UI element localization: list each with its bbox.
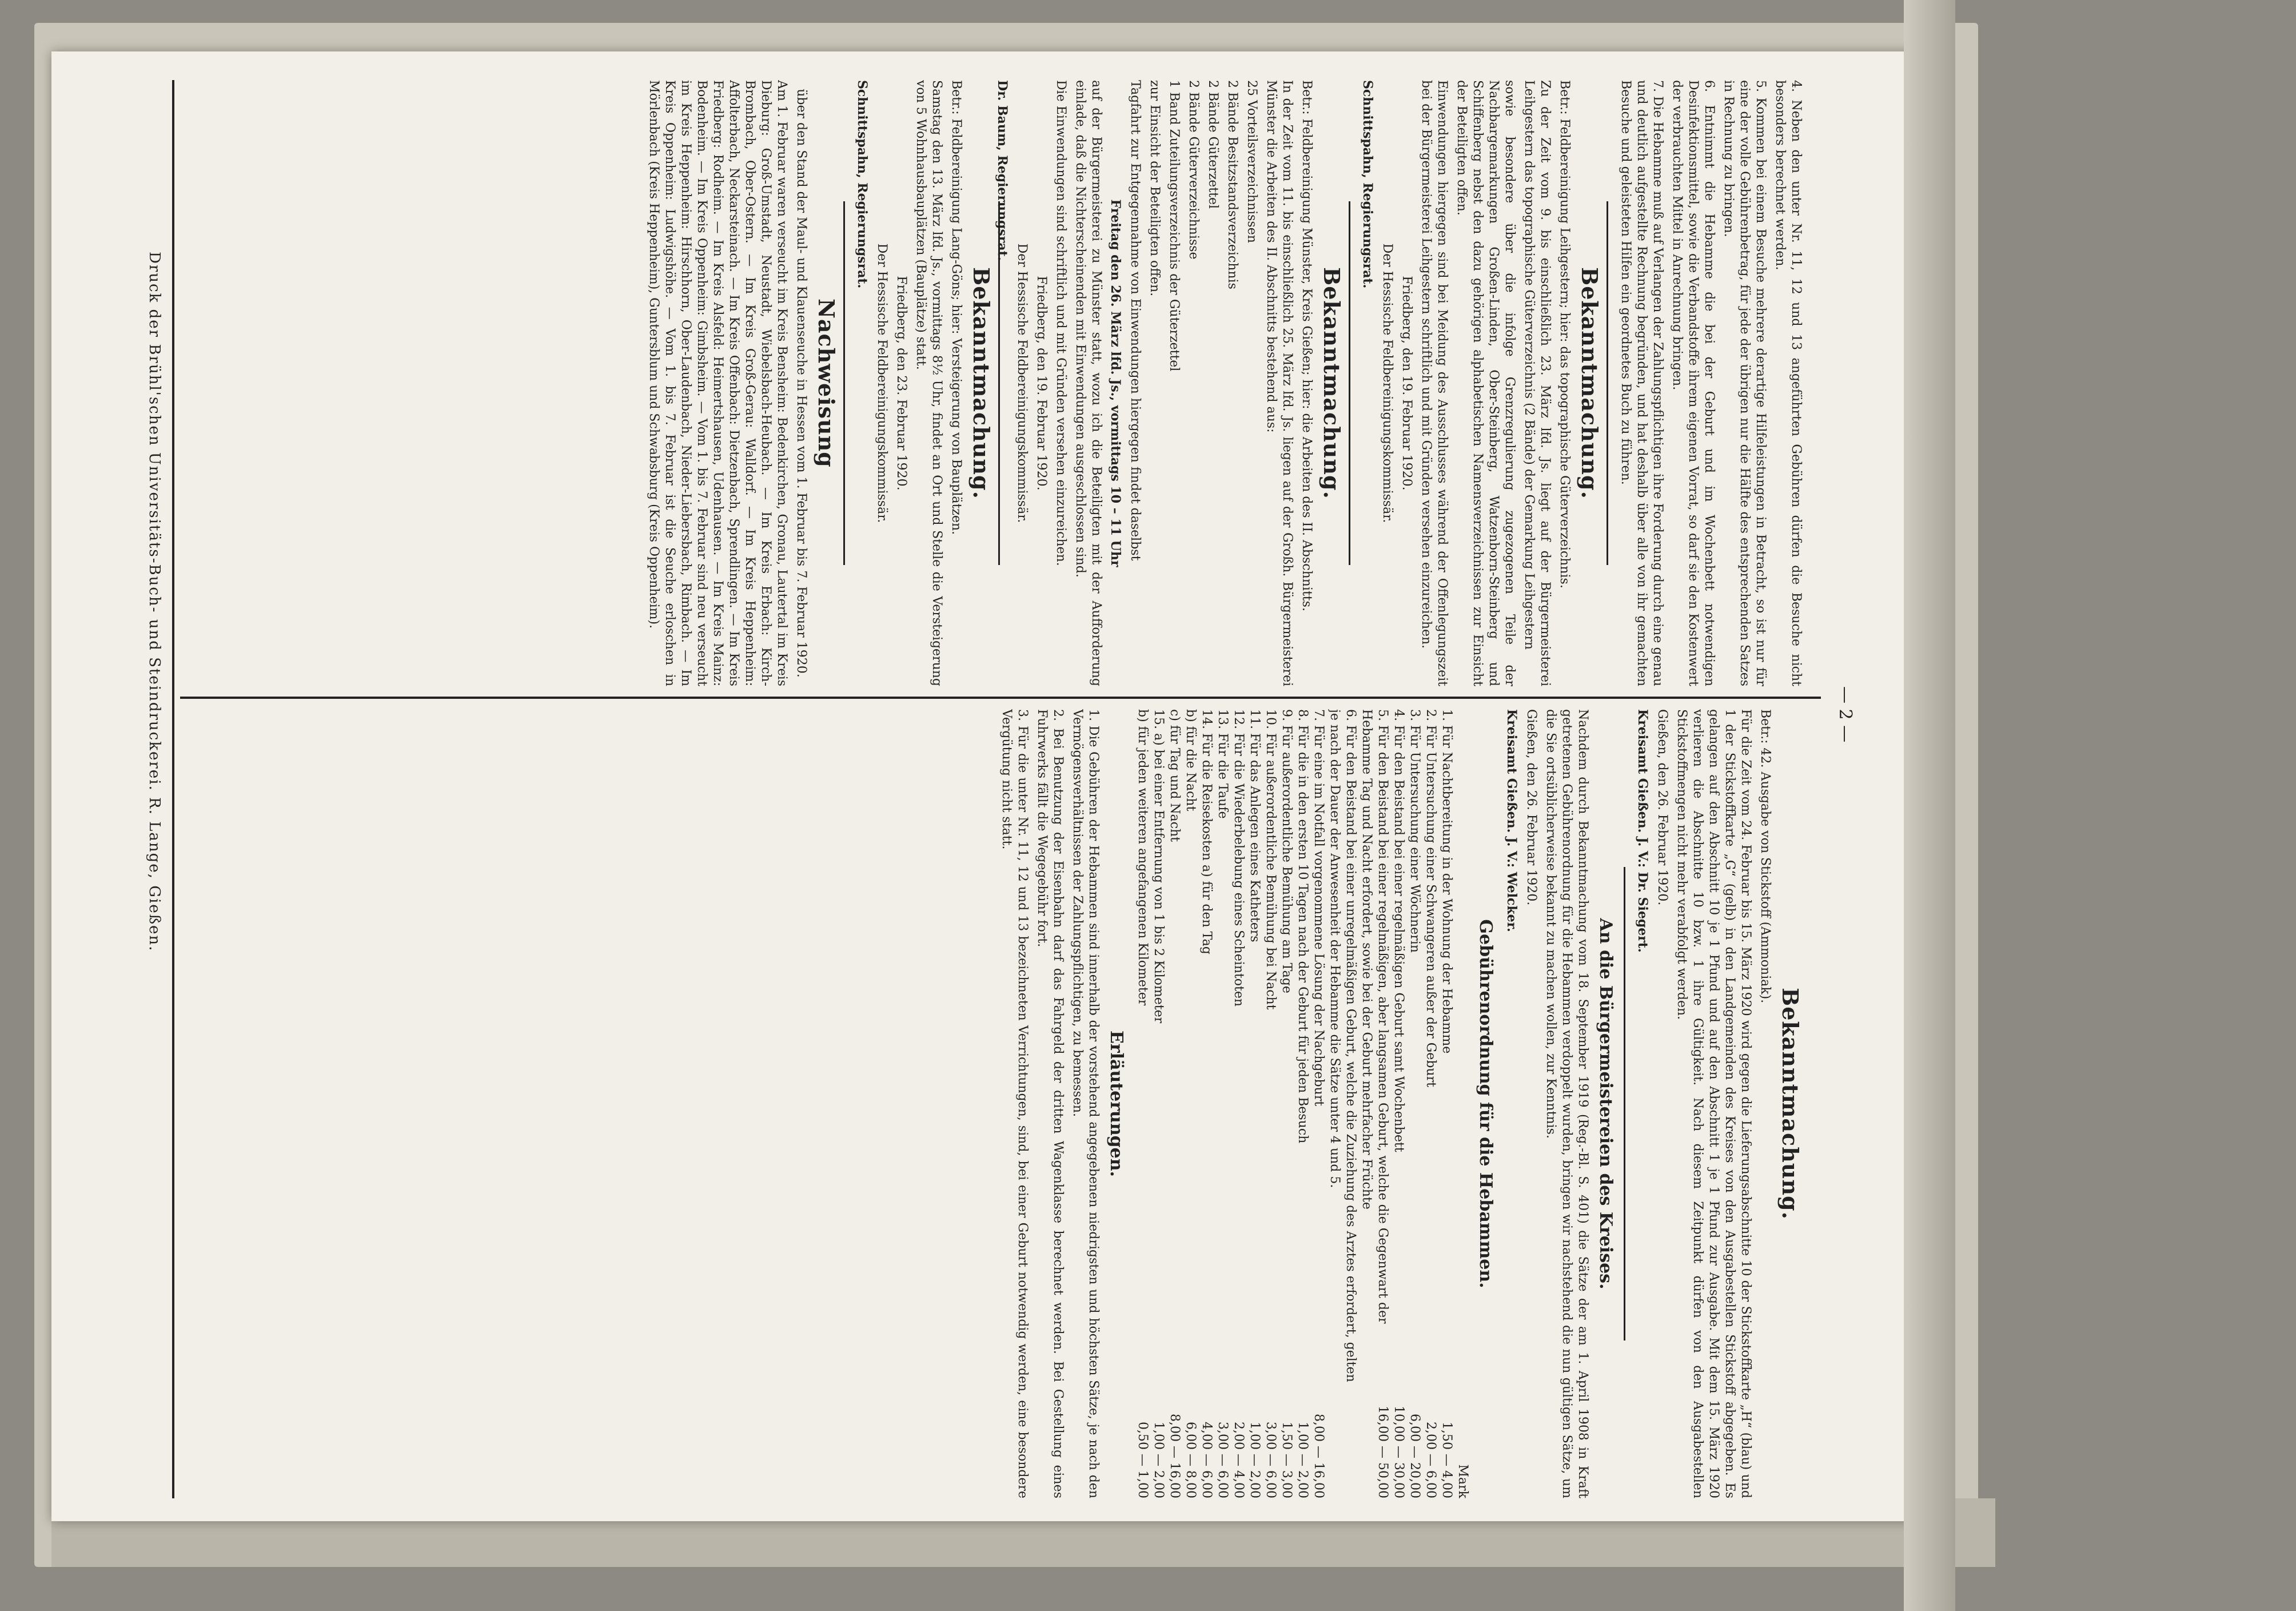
fee-amount: 8,00 — 16,00 (1167, 1414, 1182, 1498)
fee-label: 9. Für außerordentliche Bemühung am Tage (1279, 709, 1294, 993)
page-gutter (1904, 0, 1955, 1611)
fee-row (1294, 709, 1310, 1498)
signature-authority: Kreisamt Gießen. J. V.: Welcker. (1504, 709, 1519, 932)
fee-row (1246, 709, 1262, 1498)
signature-authority: Kreisamt Gießen. J. V.: Dr. Siegert. (1635, 709, 1650, 953)
fee-label: 5. Für den Beistand bei einer regelmäßigen, aber langsamen Geburt, welche die Gegenwart der Hebamme Tag und Nacht erfordert, sowie bei der Geburt mehrfacher Früchte (1360, 709, 1390, 1324)
announcement-title: Bekanntmachung. (1777, 988, 1803, 1220)
announcement-text: sowie besondere über die infolge Grenzregulierung zugezogenen Teile der Nachbargemarkungen Großen-Linden, Ober-Steinberg, Watzenborn-Steinberg und Schiffenberg nebst den dazu gehörigen alphabetischen Namensverzeichnissen zur Einsicht der Beteiligten offen. (1454, 80, 1517, 686)
note-6: 6. Entnimmt die Hebamme die bei der Geburt und im Wochenbett notwendigen Desinfektionsmittel, sowie die Verbandstoffe ihrem eigenen Vorrat, so darf sie den Kostenwert der verbrauchten Mittel in Anrechnung bringen. (1670, 80, 1716, 686)
announcement-title: Bekanntmachung. (1577, 267, 1603, 499)
fee-amount: 16,00 — 50,00 (1376, 1406, 1390, 1498)
note-7: 7. Die Hebamme muß auf Verlangen der Zahlungspflichtigen ihre Forderung durch eine genau und deutlich aufgestellte Rechnung begründen, und hat deshalb über alle von ihr gemachten Besuche und geleisteten Hilfen ein geordnetes Buch zu führen. (1619, 80, 1665, 686)
announcement-subject: Betr.: Feldbereinigung Münster, Kreis Gießen; hier: die Arbeiten des II. Abschnitts. (1300, 80, 1314, 611)
fee-amount: 1,00 — 2,00 (1151, 1422, 1166, 1498)
footer-rule (172, 80, 174, 1498)
divider (1349, 201, 1350, 565)
announcement-subject: Betr.: 42. Ausgabe von Stickstoff (Ammoniak). (1758, 709, 1772, 1004)
announcement-text: Tagfahrt zur Entgegennahme von Einwendungen hiergegen findet daselbst (1128, 80, 1142, 561)
fee-label: 13. Für die Taufe (1215, 709, 1230, 819)
fee-label: 10. Für außerordentliche Bemühung bei Nacht (1263, 709, 1278, 1010)
fee-unit-row (1454, 709, 1470, 1498)
printer-footer: Druck der Brühl'schen Universitäts-Buch- und Steindruckerei. R. Lange, Gießen. (146, 252, 163, 952)
fee-amount: 1,50 — 4,00 (1440, 1422, 1454, 1498)
fee-label: 14. Für die Reisekosten a) für den Tag (1199, 709, 1214, 954)
fee-label: 6. Für den Beistand bei einer unregelmäßigen Geburt, welche die Zuziehung des Arztes erfordert, gelten je nach der Dauer der Anwesenheit der Hebamme die Sätze unter 4 und 5. (1328, 709, 1358, 1382)
announcement-text: Die Einwendungen sind schriftlich und mit Gründen versehen einzureichen. (1054, 80, 1068, 566)
column-bottom-left (180, 80, 1009, 686)
fee-label: 8. Für die in den ersten 10 Tagen nach der Geburt für jeden Besuch (1296, 709, 1310, 1144)
list-item: zur Einsicht der Beteiligten offen. (1147, 80, 1162, 297)
fee-amount: 3,00 — 6,00 (1215, 1422, 1230, 1498)
fee-row (1182, 709, 1198, 1498)
announcement-text: Zu der Zeit vom 9. bis einschließlich 23. März lfd. Js. liegt auf der Bürgermeisterei Leihgestern das topographische Güterverzeichnis (2 Bände) der Gemarkung Leihgestern (1522, 80, 1552, 686)
fee-amount (1326, 1384, 1358, 1498)
fee-row (1278, 709, 1294, 1498)
report-text: Am 1. Februar waren verseucht im Kreis Bensheim: Bedenkirchen, Gronau, Lautertal im Kreis Dieburg: Groß-Umstadt, Neustadt, Wiebelsbach-Heubach. — Im Kreis Erbach: Kirch-Brombach, Ober-Ostern. — Im Kreis Groß-Gerau: Walldorf. — Im Kreis Heppenheim: Affolterbach, Neckarsteinach. — Im Kreis Offenbach: Dietzenbach, Sprendlingen. — Im Kreis Friedberg: Rodheim. — Im Kreis Alsfeld: Heimertshausen, Udenhausen. — Im Kreis Mainz: Bodenheim. — Im Kreis Oppenheim: Gimbsheim. — Vom 1. bis 7. Februar sind neu verseucht im Kreis Heppenheim: Hirschhorn, Ober-Laudenbach, Nieder-Liebersbach, Rimbach. — Im Kreis Oppenheim: Ludwigshöhe. — Vom 1. bis 7. Februar ist die Seuche erloschen in Mörlenbach (Kreis Heppenheim), Guntersblum und Schwabsburg (Kreis Oppenheim). (647, 80, 789, 686)
fee-amount: 1,00 — 2,00 (1247, 1422, 1262, 1498)
signature-place-date: Friedberg, den 19. Februar 1920. (1400, 276, 1414, 491)
note-4: 4. Neben den unter Nr. 11, 12 und 13 angeführten Gebühren dürfen die Besuche nicht besonders berechnet werden. (1773, 80, 1803, 686)
fee-label: 4. Für den Beistand bei einer regelmäßigen Geburt samt Wochenbett (1392, 709, 1406, 1152)
announcement-title: Bekanntmachung. (1319, 267, 1345, 499)
notes-title: Erläuterungen. (1106, 1030, 1126, 1177)
signature-name: Schnittspahn, Regierungsrat. (855, 80, 870, 289)
fee-row (1358, 709, 1390, 1498)
announcement-subject: Betr.: Feldbereinigung Lang-Göns; hier: Versteigerung von Bauplätzen. (949, 80, 963, 535)
report-title: Nachweisung (814, 299, 839, 468)
signature-place-date: Friedberg, den 19. Februar 1920. (1034, 276, 1049, 491)
list-item: 2 Bände Besitzstandsverzeichnis (1225, 80, 1239, 289)
divider (998, 201, 1000, 565)
fee-amount: 1,00 — 2,00 (1296, 1422, 1310, 1498)
section-text: Nachdem durch Bekanntmachung vom 18. September 1919 (Reg.-Bl. S. 401) die Sätze der am 1. April 1908 in Kraft getretenen Gebührenordnung für die Hebammen verdoppelt wurden, bringen wir nachstehend die nun gültigen Sätze, um die Sie ortsüblicherweise bekannt zu machen wollen, zur Kenntnis. (1544, 709, 1590, 1498)
announcement-text: Einwendungen hiergegen sind bei Meidung des Ausschlusses während der Offenlegungszeit bei der Bürgermeisterei Leihgestern schriftlich und mit Gründen versehen einzureichen. (1419, 80, 1449, 686)
list-item: 2 Bände Güterverzeichnisse (1186, 80, 1201, 260)
note-5: 5. Kommen bei einem Besuche mehrere derartige Hilfeleistungen in Betracht, so ist nur für eine der volle Gebührenbetrag, für jede der übrigen nur die Hälfte des entsprechenden Satzes in Rechnung zu bringen. (1721, 80, 1768, 686)
fee-amount: 6,00 — 20,00 (1408, 1414, 1422, 1498)
fee-label: 15. a) bei einer Entfernung von 1 bis 2 Kilometer (1151, 709, 1166, 1024)
signature-authority: Der Hessische Feldbereinigungskommissär. (1015, 243, 1029, 523)
column-separator (180, 697, 1821, 699)
fee-amount: 4,00 — 6,00 (1199, 1422, 1214, 1498)
signature-authority: Der Hessische Feldbereinigungskommissär. (875, 243, 889, 523)
signature-name: Dr. Baum, Regierungsrat. (995, 80, 1010, 261)
fee-label: 7. Für eine im Notfall vorgenommene Lösung der Nachgeburt (1312, 709, 1326, 1107)
list-item: 2 Bände Güterzettel (1206, 80, 1220, 209)
fee-amount: 10,00 — 30,00 (1392, 1406, 1406, 1498)
signature-place-date: Friedberg, den 23. Februar 1920. (894, 276, 908, 491)
signature-authority: Der Hessische Feldbereinigungskommissär. (1380, 243, 1394, 523)
section-heading: An die Bürgermeistereien des Kreises. (1596, 918, 1616, 1290)
fee-list (1134, 709, 1454, 1498)
fee-label: 3. Für Untersuchung einer Wöchnerin (1408, 709, 1422, 953)
fee-label: 11. Für das Anlegen eines Katheters (1247, 709, 1262, 942)
fee-row (1406, 709, 1422, 1498)
fee-amount: 8,00 — 16,00 (1312, 1414, 1326, 1498)
fee-label: 2. Für Untersuchung einer Schwangeren außer der Geburt (1424, 709, 1438, 1087)
fee-amount: 2,00 — 4,00 (1231, 1422, 1246, 1498)
report-subtitle: über den Stand der Maul- und Klauenseuche in Hessen vom 1. Februar bis 7. Februar 1920. (794, 89, 808, 678)
fee-amount: 0,50 — 1,00 (1135, 1422, 1150, 1498)
announcement-title: Bekanntmachung. (968, 267, 994, 499)
fee-label: c) für Tag und Nacht (1167, 709, 1182, 842)
fee-row (1310, 709, 1326, 1498)
fee-row (1262, 709, 1278, 1498)
signature-name: Schnittspahn, Regierungsrat. (1360, 80, 1375, 289)
fee-label: b) für die Nacht (1183, 709, 1198, 812)
fee-row (1150, 709, 1166, 1498)
announcement-text: auf der Bürgermeisterei zu Münster statt, wozu ich die Beteiligten mit der Aufforderung einlade, daß die Nichterscheinenden mit Einwendungen ausgeschlossen sind. (1073, 80, 1103, 686)
fee-label: 1. Für Nachtbereitung in der Wohnung der Hebamme (1440, 709, 1454, 1054)
fee-row (1326, 709, 1358, 1498)
signature-place-date: Gießen, den 26. Februar 1920. (1655, 709, 1669, 906)
fee-row (1438, 709, 1454, 1498)
fee-row (1390, 709, 1406, 1498)
rotated-page-content (146, 80, 1855, 1510)
list-item: 1 Band Zuteilungsverzeichnis der Güterzettel (1167, 80, 1181, 372)
fee-amount: 6,00 — 8,00 (1183, 1422, 1198, 1498)
note-2: 2. Bei Benutzung der Eisenbahn darf das Fahrgeld der dritten Wagenklasse berechnet werden. Bei Gestellung eines Fuhrwerks fällt die Wegegebühr fort. (1035, 709, 1065, 1498)
announcement-subject: Betr.: Feldbereinigung Leihgestern; hier: das topographische Güterverzeichnis. (1557, 80, 1572, 588)
divider (1624, 867, 1625, 1340)
page-number: — 2 — (1835, 686, 1855, 743)
announcement-text: In der Zeit vom 11. bis einschließlich 25. März lfd. Js. liegen auf der Großh. Bürgermeisterei Münster die Arbeiten des II. Abschnitts bestehend aus: (1264, 80, 1294, 686)
fee-label: b) für jeden weiteren angefangenen Kilometer (1135, 709, 1150, 1006)
fee-unit: Mark (1456, 1464, 1470, 1498)
fee-row (1230, 709, 1246, 1498)
fee-amount: 1,50 — 3,00 (1279, 1422, 1294, 1498)
list-item: 25 Vorteilsverzeichnissen (1245, 80, 1259, 243)
divider (843, 201, 845, 565)
column-right (180, 709, 1821, 1498)
announcement-date: Freitag den 26. März lfd. Js., vormittags 10 – 11 Uhr (1108, 199, 1123, 567)
fee-row (1422, 709, 1438, 1498)
fee-amount: 2,00 — 6,00 (1424, 1422, 1438, 1498)
fee-schedule-title: Gebührenordnung für die Hebammen. (1476, 919, 1496, 1288)
signature-place-date: Gießen, den 26. Februar 1920. (1524, 709, 1538, 906)
fee-label: 12. Für die Wiederbelebung eines Scheintoten (1231, 709, 1246, 1007)
fee-row (1198, 709, 1214, 1498)
fee-row (1166, 709, 1182, 1498)
fee-row (1214, 709, 1230, 1498)
divider (1607, 201, 1608, 565)
note-1: 1. Die Gebühren der Hebammen sind innerhalb der vorstehend angegebenen niedrigsten und höchsten Sätze, je nach den Vermögensverhältnissen der Zahlungspflichtigen, zu bemessen. (1070, 709, 1101, 1498)
fee-amount: 3,00 — 6,00 (1263, 1422, 1278, 1498)
announcement-text: Samstag den 13. März lfd. Js., vormittags 8½ Uhr, findet an Ort und Stelle die Versteigerung von 5 Wohnhausbauplätzen (Bauplätze) statt. (914, 80, 944, 686)
announcement-text: Für die Zeit vom 24. Februar bis 15. März 1920 wird gegen die Lieferungsabschnitte 10 der Stickstoffkarte „H“ (blau) und 1 der Stickstoffkarte „G“ (gelb) in den Landgemeinden des Kreises von den Ausgabestellen Stickstoff abgegeben. Es gelangen auf den Abschnitt 10 je 1 Pfund und auf den Abschnitt 1 je 1 Pfund zur Ausgabe. Mit dem 15. März 1920 verlieren die Abschnitte 10 bzw. 1 ihre Gültigkeit. Nach diesem Zeitpunkt dürfen von den Ausgabestellen Stickstoffmengen nicht mehr verabfolgt werden. (1675, 709, 1753, 1498)
note-3: 3. Für die unter Nr. 11, 12 und 13 bezeichneten Verrichtungen, sind, bei einer Geburt notwendig werden, eine besondere Vergütung nicht statt. (999, 709, 1030, 1498)
fee-row (1134, 709, 1150, 1498)
